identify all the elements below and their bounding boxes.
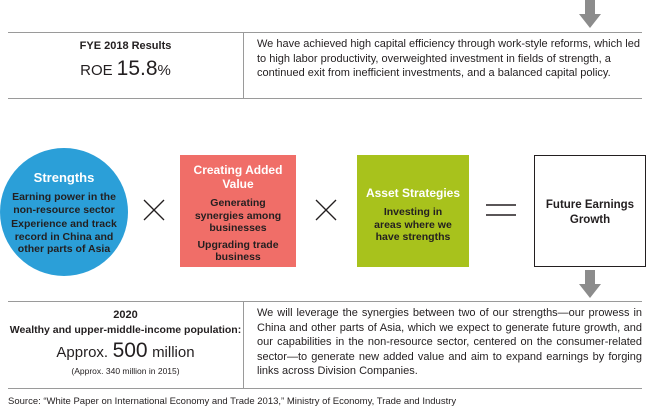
multiply-icon	[314, 198, 338, 222]
strengths-item-2: Experience and track record in China and other parts of Asia	[11, 218, 117, 255]
population-label: Wealthy and upper-middle-income population:	[9, 324, 242, 336]
future-earnings-box	[534, 155, 646, 267]
approx-prefix: Approx.	[56, 344, 109, 361]
down-arrow-icon	[579, 0, 601, 28]
approx-note: (Approx. 340 million in 2015)	[71, 366, 180, 376]
creating-value-box	[180, 155, 296, 267]
asset-strategies-title: Asset Strategies	[365, 186, 461, 200]
results-label: FYE 2018 Results	[79, 40, 172, 52]
creating-value-item-2: Upgrading trade business	[197, 238, 279, 263]
down-arrow-icon	[579, 270, 601, 298]
bottom-divider	[243, 301, 244, 388]
creating-value-title: Creating Added Value	[193, 163, 283, 191]
asset-strategies-box	[357, 155, 469, 267]
strengths-circle	[0, 148, 128, 276]
bottom-rule-upper	[8, 301, 642, 302]
strengths-item-1: Earning power in the non-resource sector	[12, 191, 116, 216]
top-divider	[243, 32, 244, 98]
future-earnings-title: Future Earnings Growth	[545, 199, 635, 226]
roe-label: ROE	[80, 62, 113, 79]
approx-value: 500	[112, 339, 148, 362]
source-note: Source: “White Paper on International Economy and Trade 2013,” Ministry of Economy, Trade and Industry	[8, 396, 457, 407]
bottom-rule-lower	[8, 388, 642, 389]
top-rule-upper	[8, 32, 642, 33]
asset-strategies-item-1: Investing in areas where we have strengths	[374, 206, 452, 243]
bottom-description: We will leverage the synergies between two of our strengths—our prowess in China and other parts of Asia, which we expect to generate future growth, and our capabilities in the non-resource sector, centered on the consumer-related sector—to generate new added value and aim to expand earnings by forging links across Division Companies.	[257, 307, 642, 377]
bottom-year: 2020	[113, 309, 138, 321]
multiply-icon	[142, 198, 166, 222]
roe-figure	[8, 56, 243, 84]
population-figure	[8, 338, 243, 366]
roe-unit: %	[157, 62, 171, 79]
top-description: We have achieved high capital efficiency through work-style reforms, which led to high labor productivity, overweighted investment in fields of strength, a continued exit from inefficient investments, and a balanced capital policy.	[257, 38, 640, 79]
top-rule-lower	[8, 98, 642, 99]
approx-suffix: million	[152, 344, 195, 361]
strengths-title: Strengths	[33, 170, 95, 185]
creating-value-item-1: Generating synergies among businesses	[194, 197, 282, 234]
equals-icon	[486, 201, 516, 219]
roe-value: 15.8	[116, 57, 158, 80]
